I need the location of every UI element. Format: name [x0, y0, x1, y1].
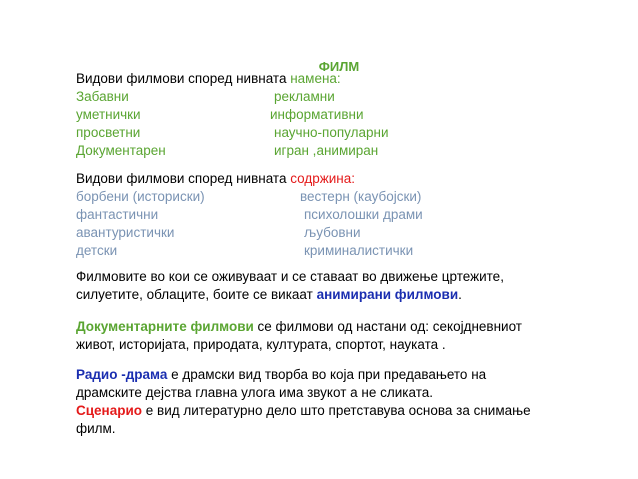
page-title: ФИЛМ	[318, 59, 360, 74]
section1-left-item: просветни	[76, 125, 141, 140]
section1-right-item: рекламни	[274, 89, 335, 104]
para4-line1	[76, 402, 531, 420]
para2-line1	[76, 318, 522, 336]
para4-term: Сценарио	[76, 403, 143, 418]
section1-left-item: Документарен	[76, 143, 166, 158]
para1-term: анимирани филмови	[316, 287, 459, 302]
section2-left-item: детски	[76, 243, 118, 258]
section2-heading-highlight: содржина:	[290, 171, 356, 186]
para2-line2: живот, историјата, природата, културата, спортот, науката .	[76, 337, 446, 352]
section1-left-item: Забавни	[76, 89, 129, 104]
section2-heading-prefix: Видови филмови според нивната	[76, 171, 291, 186]
para3-line1	[76, 366, 486, 384]
para2-term: Документарните филмови	[76, 319, 254, 334]
para2-line1-rest: се филмови од настани од: секојдневниот	[253, 319, 522, 334]
section2-right-item: љубовни	[304, 225, 361, 240]
section2-left-item: авантуристички	[76, 225, 175, 240]
section1-right-item: игран ,анимиран	[274, 143, 379, 158]
para1-line1: Филмовите во кои се оживуваат и се ставаат во движење цртежите,	[76, 269, 504, 284]
section1-heading	[76, 70, 341, 88]
section1-right-item: информативни	[270, 107, 364, 122]
para1-line2-suffix: .	[458, 287, 462, 302]
para1-line2	[76, 286, 462, 304]
para4-line2: филм.	[76, 421, 116, 436]
section2-right-item: вестерн (каубојски)	[300, 189, 422, 204]
section1-heading-highlight: намена:	[290, 71, 341, 86]
section1-heading-prefix: Видови филмови според нивната	[76, 71, 291, 86]
para3-line1-rest: е драмски вид творба во која при предавањето на	[167, 367, 487, 382]
para3-term: Радио -драма	[76, 367, 168, 382]
para1-line2-prefix: силуетите, облаците, боите се викаат	[76, 287, 317, 302]
section2-right-item: психолошки драми	[304, 207, 423, 222]
section1-right-item: научно-популарни	[274, 125, 389, 140]
section1-left-item: уметнички	[76, 107, 141, 122]
para4-line1-rest: е вид литературно дело што претставува основа за снимање	[142, 403, 531, 418]
section2-left-item: фантастични	[76, 207, 159, 222]
para3-line2: драмските дејства главна улога има звукот а не сликата.	[76, 385, 433, 400]
section2-heading	[76, 170, 355, 188]
section2-right-item: криминалистички	[304, 243, 414, 258]
section2-left-item: борбени (историски)	[76, 189, 205, 204]
